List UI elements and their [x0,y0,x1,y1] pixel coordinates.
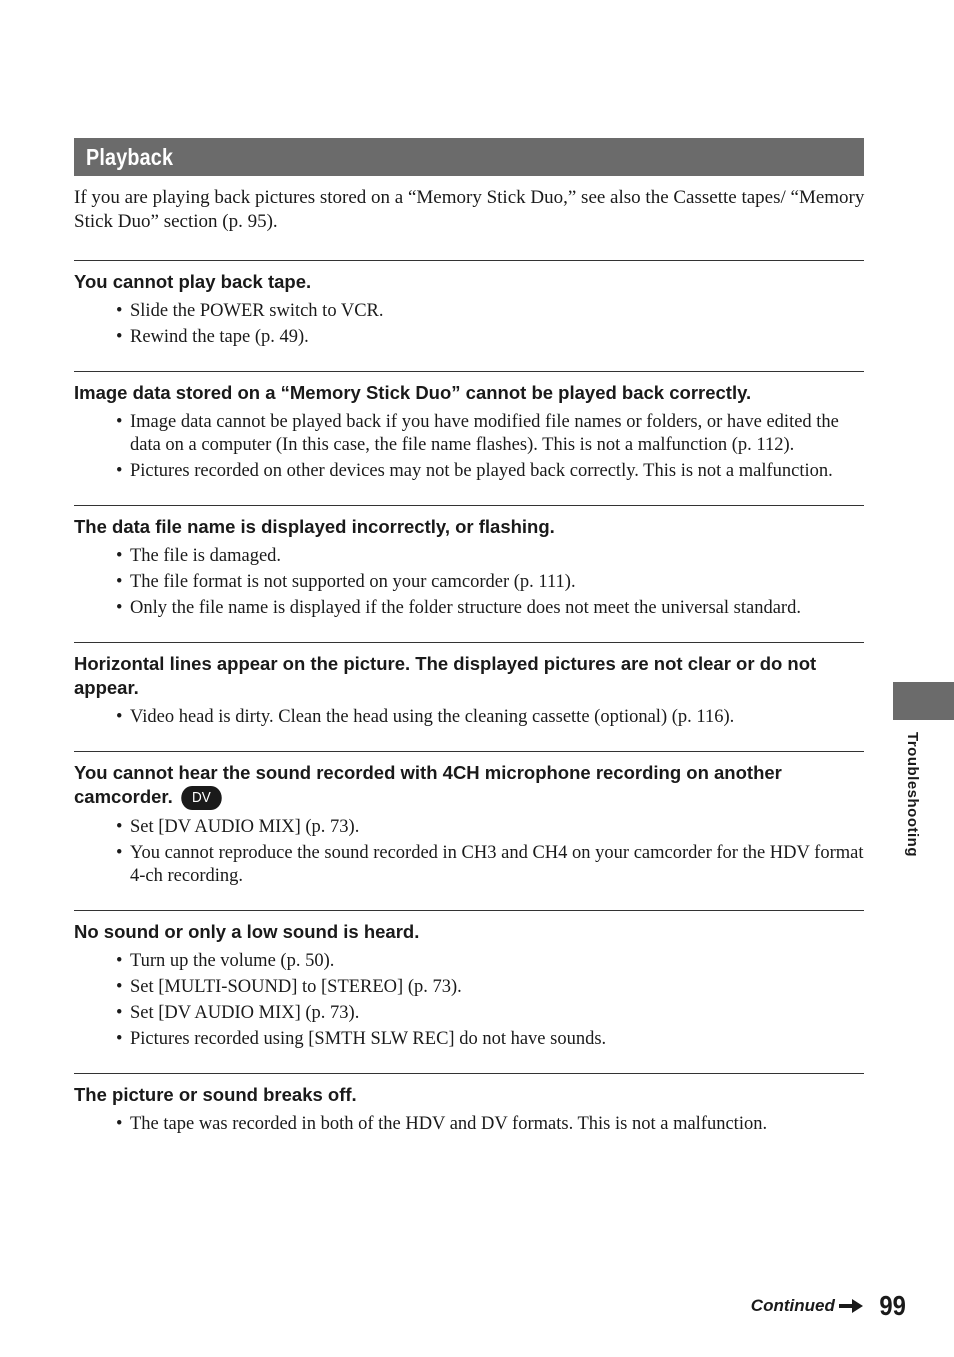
solution-item [116,1028,864,1051]
bullet: • [116,977,123,998]
solution-list [74,950,864,1051]
solution-item [116,816,864,839]
bullet: • [116,707,123,727]
solution-text: Set [DV AUDIO MIX] (p. 73). [130,1003,360,1024]
bullet: • [116,327,123,347]
solution-text: Image data cannot be played back if you have modified file names or folders, or have edited the data on a computer (In this case, the file name flashes). This is not a malfunction (p. 112). [130,412,839,455]
problem-heading-text: You cannot hear the sound recorded with 4CH microphone recording on another camcorder. [74,762,782,807]
problem-item [74,1073,864,1136]
solution-item [116,411,864,457]
problem-heading: You cannot play back tape. [74,271,312,292]
dv-format-badge: DV [181,786,221,810]
problem-heading: The data file name is displayed incorrectly, or flashing. [74,516,555,537]
problem-item [74,371,864,483]
section-header-bar [74,138,864,176]
problem-heading: Horizontal lines appear on the picture. The displayed pictures are not clear or do not appear. [74,653,817,698]
solution-text: Video head is dirty. Clean the head using the cleaning cassette (optional) (p. 116). [130,707,735,727]
solution-item [116,300,864,323]
problem-item [74,505,864,620]
bullet: • [116,817,123,838]
solution-item [116,1002,864,1025]
intro-paragraph: If you are playing back pictures stored on a “Memory Stick Duo,” see also the Cassette tapes/ “Memory Stick Duo” section (p. 95). [74,187,865,232]
solution-item [116,842,864,888]
right-arrow-icon [839,1298,863,1314]
page-footer [751,1290,908,1322]
solution-text: You cannot reproduce the sound recorded in CH3 and CH4 on your camcorder for the HDV format 4-ch recording. [130,843,864,887]
solution-item [116,545,864,568]
problem-heading [74,761,864,810]
bullet: • [116,412,123,432]
solution-list [74,545,864,620]
bullet: • [116,1003,123,1024]
problem-heading: Image data stored on a “Memory Stick Duo” cannot be played back correctly. [74,382,752,403]
chapter-tab-label: Troubleshooting [904,732,921,857]
problem-heading: No sound or only a low sound is heard. [74,921,420,943]
page-number: 99 [879,1290,906,1321]
troubleshooting-list [74,260,864,1158]
bullet: • [116,1114,123,1135]
solution-list [74,816,864,888]
solution-text: Only the file name is displayed if the folder structure does not meet the universal standard. [130,598,801,618]
problem-item [74,751,864,888]
problem-item [74,910,864,1051]
solution-item [116,571,864,594]
solution-text: The file format is not supported on your camcorder (p. 111). [130,572,576,592]
solution-item [116,950,864,973]
solution-item [116,597,864,620]
solution-text: The file is damaged. [130,546,282,566]
solution-item [116,976,864,999]
problem-heading: The picture or sound breaks off. [74,1084,357,1106]
solution-text: Rewind the tape (p. 49). [130,327,309,347]
bullet: • [116,843,123,864]
bullet: • [116,301,123,321]
problem-item [74,642,864,729]
solution-item [116,706,864,729]
solution-item [116,326,864,349]
bullet: • [116,951,123,972]
problem-item [74,260,864,349]
solution-text: Set [MULTI-SOUND] to [STEREO] (p. 73). [130,977,462,998]
solution-list [74,706,864,729]
solution-item [116,460,864,483]
continued-label: Continued [750,1296,835,1315]
bullet: • [116,546,123,566]
chapter-tab-marker [893,682,954,720]
solution-list [74,1113,864,1136]
solution-text: Pictures recorded on other devices may not be played back correctly. This is not a malfunction. [130,461,833,481]
bullet: • [116,461,123,481]
bullet: • [116,598,123,618]
solution-list [74,411,864,483]
solution-item [116,1113,864,1136]
section-title: Playback [86,144,174,170]
solution-text: Slide the POWER switch to VCR. [130,301,384,321]
solution-text: Set [DV AUDIO MIX] (p. 73). [130,817,360,838]
bullet: • [116,572,123,592]
solution-text: The tape was recorded in both of the HDV and DV formats. This is not a malfunction. [130,1114,768,1135]
solution-text: Turn up the volume (p. 50). [130,951,335,972]
solution-list [74,300,864,349]
bullet: • [116,1029,123,1050]
solution-text: Pictures recorded using [SMTH SLW REC] do not have sounds. [130,1029,607,1050]
